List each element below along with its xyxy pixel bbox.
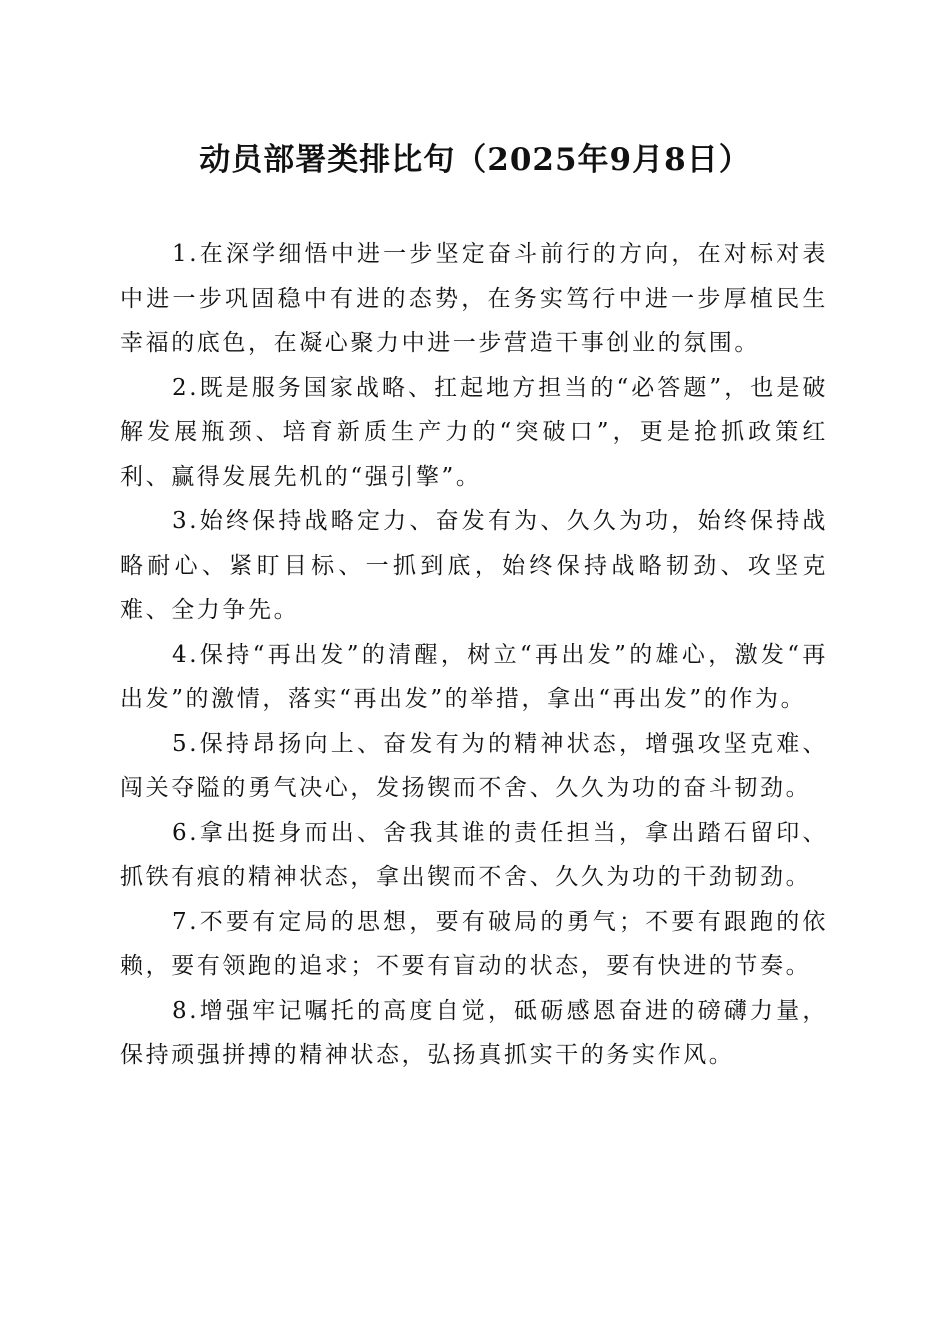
paragraph-4: 4.保持“再出发”的清醒，树立“再出发”的雄心，激发“再出发”的激情，落实“再出发”的举措，拿出“再出发”的作为。 <box>120 641 828 712</box>
paragraph-6: 6.拿出挺身而出、舍我其谁的责任担当，拿出踏石留印、抓铁有痕的精神状态，拿出锲而不舍、久久为功的干劲韧劲。 <box>120 819 828 890</box>
document-body <box>120 232 828 1078</box>
document-title: 动员部署类排比句（2025年9月8日） <box>199 142 751 178</box>
paragraph-3: 3.始终保持战略定力、奋发有为、久久为功，始终保持战略耐心、紧盯目标、一抓到底，始终保持战略韧劲、攻坚克难、全力争先。 <box>120 508 828 623</box>
paragraph-5: 5.保持昂扬向上、奋发有为的精神状态，增强攻坚克难、闯关夺隘的勇气决心，发扬锲而不舍、久久为功的奋斗韧劲。 <box>120 730 828 801</box>
paragraph-8: 8.增强牢记嘱托的高度自觉，砥砺感恩奋进的磅礴力量，保持顽强拼搏的精神状态，弘扬真抓实干的务实作风。 <box>120 997 828 1068</box>
paragraph-2: 2.既是服务国家战略、扛起地方担当的“必答题”，也是破解发展瓶颈、培育新质生产力的“突破口”，更是抢抓政策红利、赢得发展先机的“强引擎”。 <box>120 374 828 490</box>
paragraph-1: 1.在深学细悟中进一步坚定奋斗前行的方向，在对标对表中进一步巩固稳中有进的态势，在务实笃行中进一步厚植民生幸福的底色，在凝心聚力中进一步营造干事创业的氛围。 <box>120 241 828 356</box>
paragraph-7: 7.不要有定局的思想，要有破局的勇气；不要有跟跑的依赖，要有领跑的追求；不要有盲动的状态，要有快进的节奏。 <box>120 908 828 979</box>
